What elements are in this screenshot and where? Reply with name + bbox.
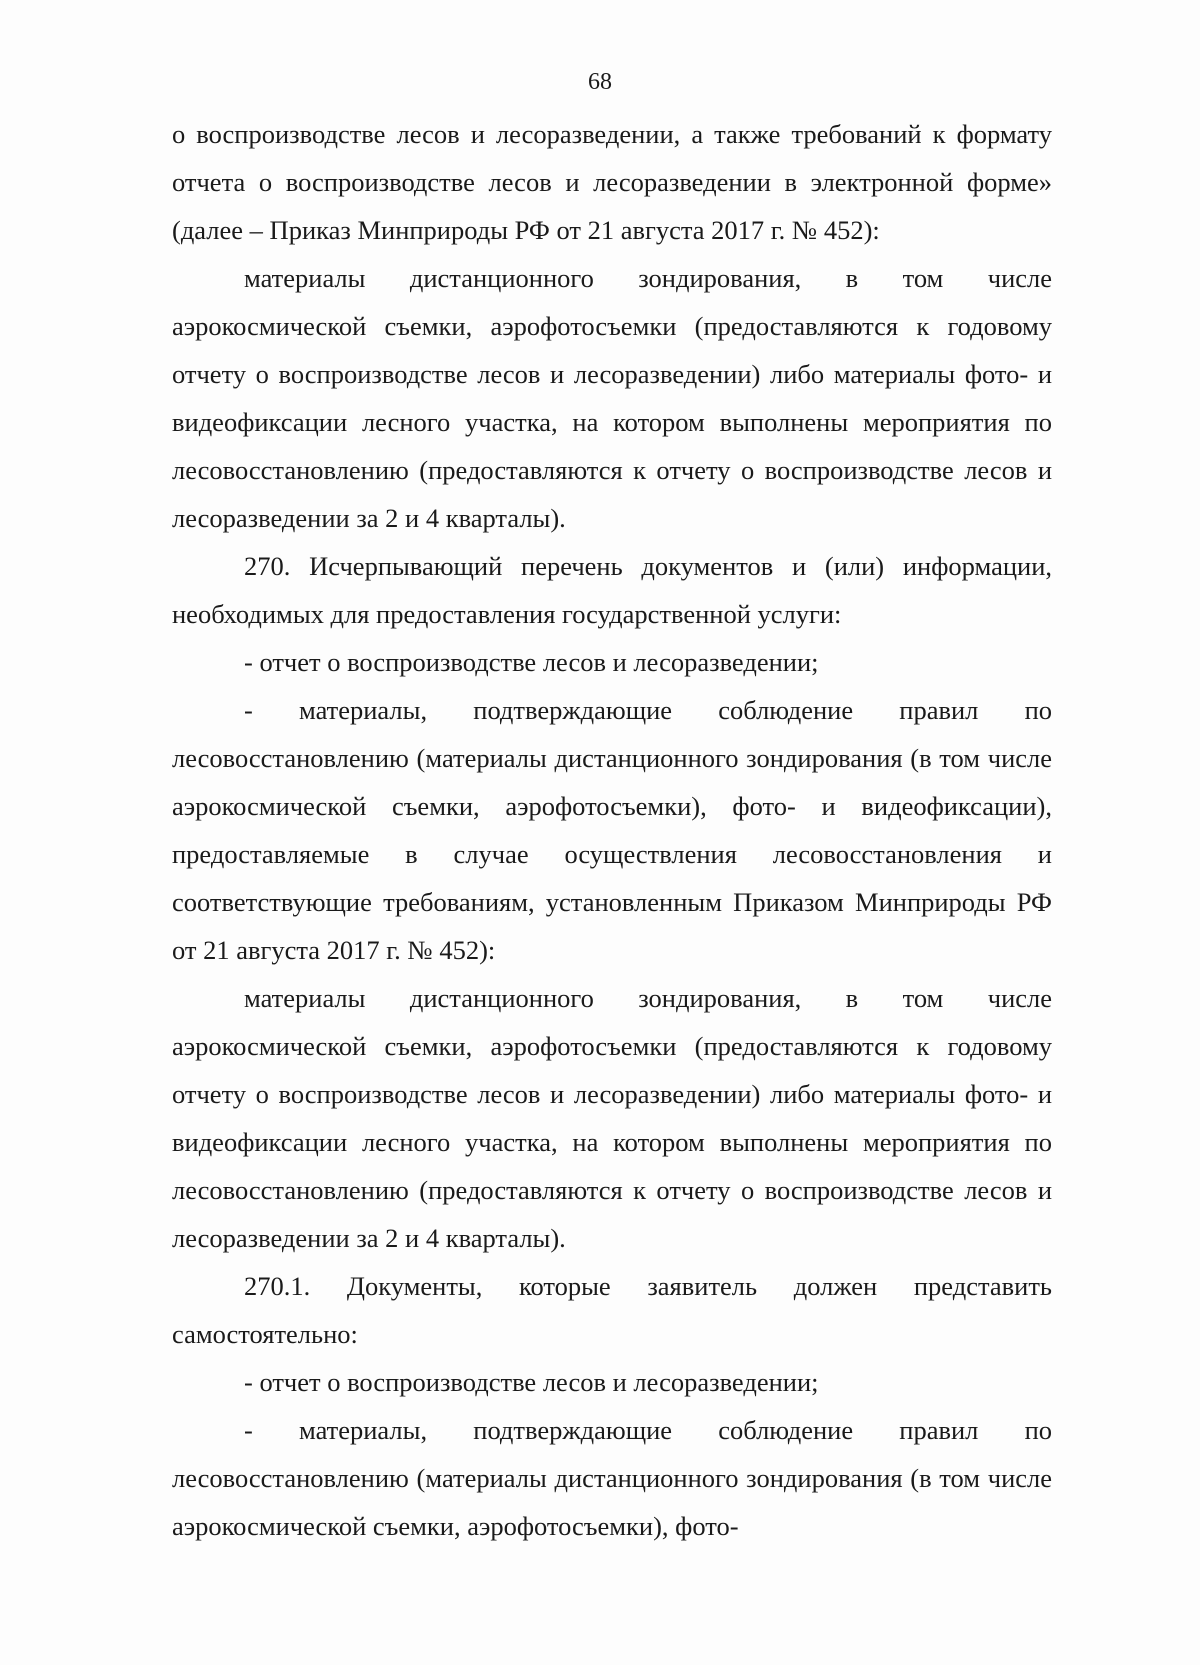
paragraph-section-270: 270. Исчерпывающий перечень документов и (или) информации, необходимых для предоставления государственной услуги: [172, 551, 1052, 629]
page-number: 68 [588, 69, 612, 95]
paragraph-section-270-1: 270.1. Документы, которые заявитель должен представить самостоятельно: [172, 1271, 1052, 1349]
paragraph-remote-sensing-materials-repeat: материалы дистанционного зондирования, в том числе аэрокосмической съемки, аэрофотосъемки (предоставляются к годовому отчету о воспроизводстве лесов и лесоразведении) либо материалы фото- и видеофиксации лесного участка, на котором выполнены мероприятия по лесовосстановлению (предоставляются к отчету о воспроизводстве лесов и лесоразведении за 2 и 4 кварталы). [172, 983, 1052, 1253]
list-item-report-2: - отчет о воспроизводстве лесов и лесоразведении; [244, 1367, 819, 1397]
list-item-confirming-materials-2: - материалы, подтверждающие соблюдение правил по лесовосстановлению (материалы дистанционного зондирования (в том числе аэрокосмической съемки, аэрофотосъемки), фото- [172, 1415, 1052, 1541]
list-item-confirming-materials: - материалы, подтверждающие соблюдение правил по лесовосстановлению (материалы дистанционного зондирования (в том числе аэрокосмической съемки, аэрофотосъемки), фото- и видеофиксации), предоставляемые в случае осуществления лесовосстановления и соответствующие требованиям, установленным Приказом Минприроды РФ от 21 августа 2017 г. № 452): [172, 695, 1052, 965]
list-item-report: - отчет о воспроизводстве лесов и лесоразведении; [244, 647, 819, 677]
paragraph-intro-continuation: о воспроизводстве лесов и лесоразведении, а также требований к формату отчета о воспроизводстве лесов и лесоразведении в электронной форме» (далее – Приказ Минприроды РФ от 21 августа 2017 г. № 452): [172, 119, 1052, 245]
document-body [172, 110, 1052, 1550]
paragraph-remote-sensing-materials: материалы дистанционного зондирования, в том числе аэрокосмической съемки, аэрофотосъемки (предоставляются к годовому отчету о воспроизводстве лесов и лесоразведении) либо материалы фото- и видеофиксации лесного участка, на котором выполнены мероприятия по лесовосстановлению (предоставляются к отчету о воспроизводстве лесов и лесоразведении за 2 и 4 кварталы). [172, 263, 1052, 533]
